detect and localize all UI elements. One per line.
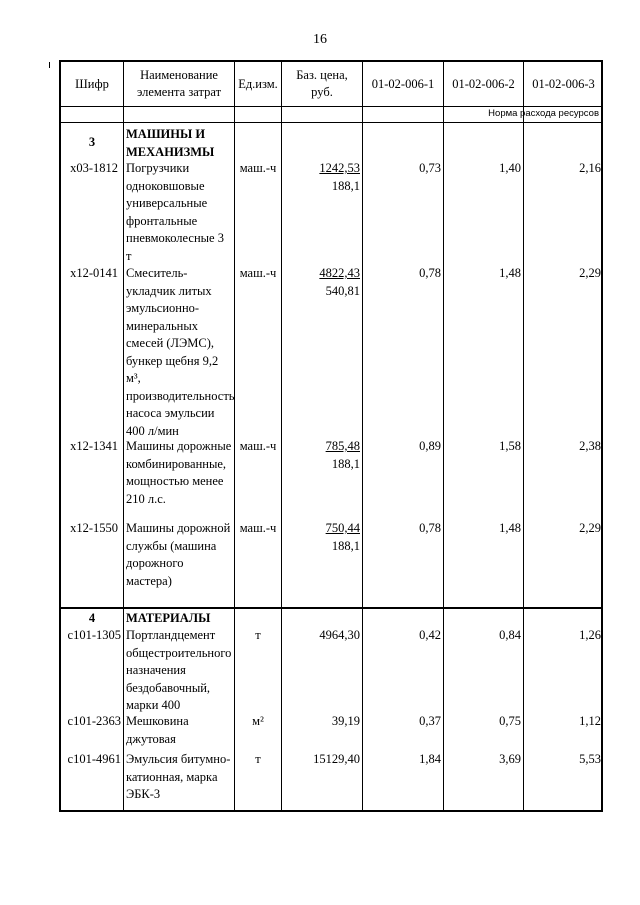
row-code: х12-1550 [70,521,118,535]
row-value-1: 0,78 [419,266,441,280]
row-unit: т [255,628,261,642]
header-unit: Ед.изм. [238,76,278,91]
row-price-secondary: 188,1 [331,539,360,553]
header-col3: 01-02-006-3 [532,76,595,91]
row-price: 39,19 [331,714,360,728]
row-value-2: 0,84 [499,628,521,642]
row-unit: маш.-ч [239,161,277,175]
header-code: Шифр [75,76,109,91]
row-value-2: 1,48 [499,266,521,280]
row-code: х12-1341 [70,439,118,453]
section-number: 4 [88,611,96,625]
row-name: Портландцемент общестроительного назначения бездобавочный, марки 400 [126,628,232,712]
row-value-3: 2,29 [579,266,601,280]
row-price-secondary: 188,1 [331,179,360,193]
row-unit: маш.-ч [239,439,277,453]
header-price: Баз. цена, руб. [296,68,348,99]
row-value-2: 1,40 [499,161,521,175]
row-code: с101-1305 [67,628,121,642]
row-value-2: 0,75 [499,714,521,728]
row-name: Смеситель-укладчик литых эмульсионно-минеральных смесей (ЛЭМС), бункер щебня 9,2 м³, производительность насоса эмульсии 400 л/мин [126,266,235,438]
row-name: Погрузчики одноковшовые универсальные фронтальные пневмоколесные 3 т [126,161,224,263]
row-value-3: 2,16 [579,161,601,175]
row-value-1: 0,78 [419,521,441,535]
row-name: Машины дорожные комбинированные, мощностью менее 210 л.с. [126,439,232,506]
norm-label: Норма расхода ресурсов [488,108,599,119]
row-value-2: 1,48 [499,521,521,535]
page-number: 16 [313,32,327,47]
row-price: 750,44 [325,521,360,535]
section-number: 3 [88,135,96,149]
header-col1: 01-02-006-1 [371,76,435,91]
row-value-3: 2,38 [579,439,601,453]
row-code: с101-4961 [67,752,121,766]
section-title: МАТЕРИАЛЫ [126,611,211,625]
norm-divider [61,122,601,123]
row-unit: м² [252,714,264,728]
row-name: Эмульсия битумно-катионная, марка ЭБК-3 [126,752,231,801]
row-value-3: 2,29 [579,521,601,535]
row-code: х12-0141 [70,266,118,280]
row-value-1: 0,89 [419,439,441,453]
row-unit: т [255,752,261,766]
row-code: х03-1812 [70,161,118,175]
col-divider [123,62,124,810]
row-price: 4822,43 [319,266,360,280]
row-value-1: 0,42 [419,628,441,642]
row-name: Мешковина джутовая [126,714,189,746]
row-price: 1242,53 [319,161,360,175]
section-title: МАШИНЫ И МЕХАНИЗМЫ [126,127,215,159]
row-value-2: 3,69 [499,752,521,766]
row-value-3: 1,12 [579,714,601,728]
row-value-1: 1,84 [419,752,441,766]
row-code: с101-2363 [67,714,121,728]
row-price: 15129,40 [313,752,360,766]
row-value-3: 5,53 [579,752,601,766]
row-value-1: 0,37 [419,714,441,728]
row-unit: маш.-ч [239,521,277,535]
section-divider [61,607,601,609]
header-col2: 01-02-006-2 [452,76,515,91]
row-value-3: 1,26 [579,628,601,642]
margin-mark [49,62,50,68]
row-price: 785,48 [325,439,360,453]
row-price: 4964,30 [319,628,360,642]
header-name: Наименование элемента затрат [136,68,222,99]
header-divider [61,106,601,107]
resource-table [59,60,603,812]
row-price-secondary: 188,1 [331,457,360,471]
row-price-secondary: 540,81 [325,284,360,298]
row-value-2: 1,58 [499,439,521,453]
row-unit: маш.-ч [239,266,277,280]
row-name: Машины дорожной службы (машина дорожного мастера) [126,521,231,588]
row-value-1: 0,73 [419,161,441,175]
